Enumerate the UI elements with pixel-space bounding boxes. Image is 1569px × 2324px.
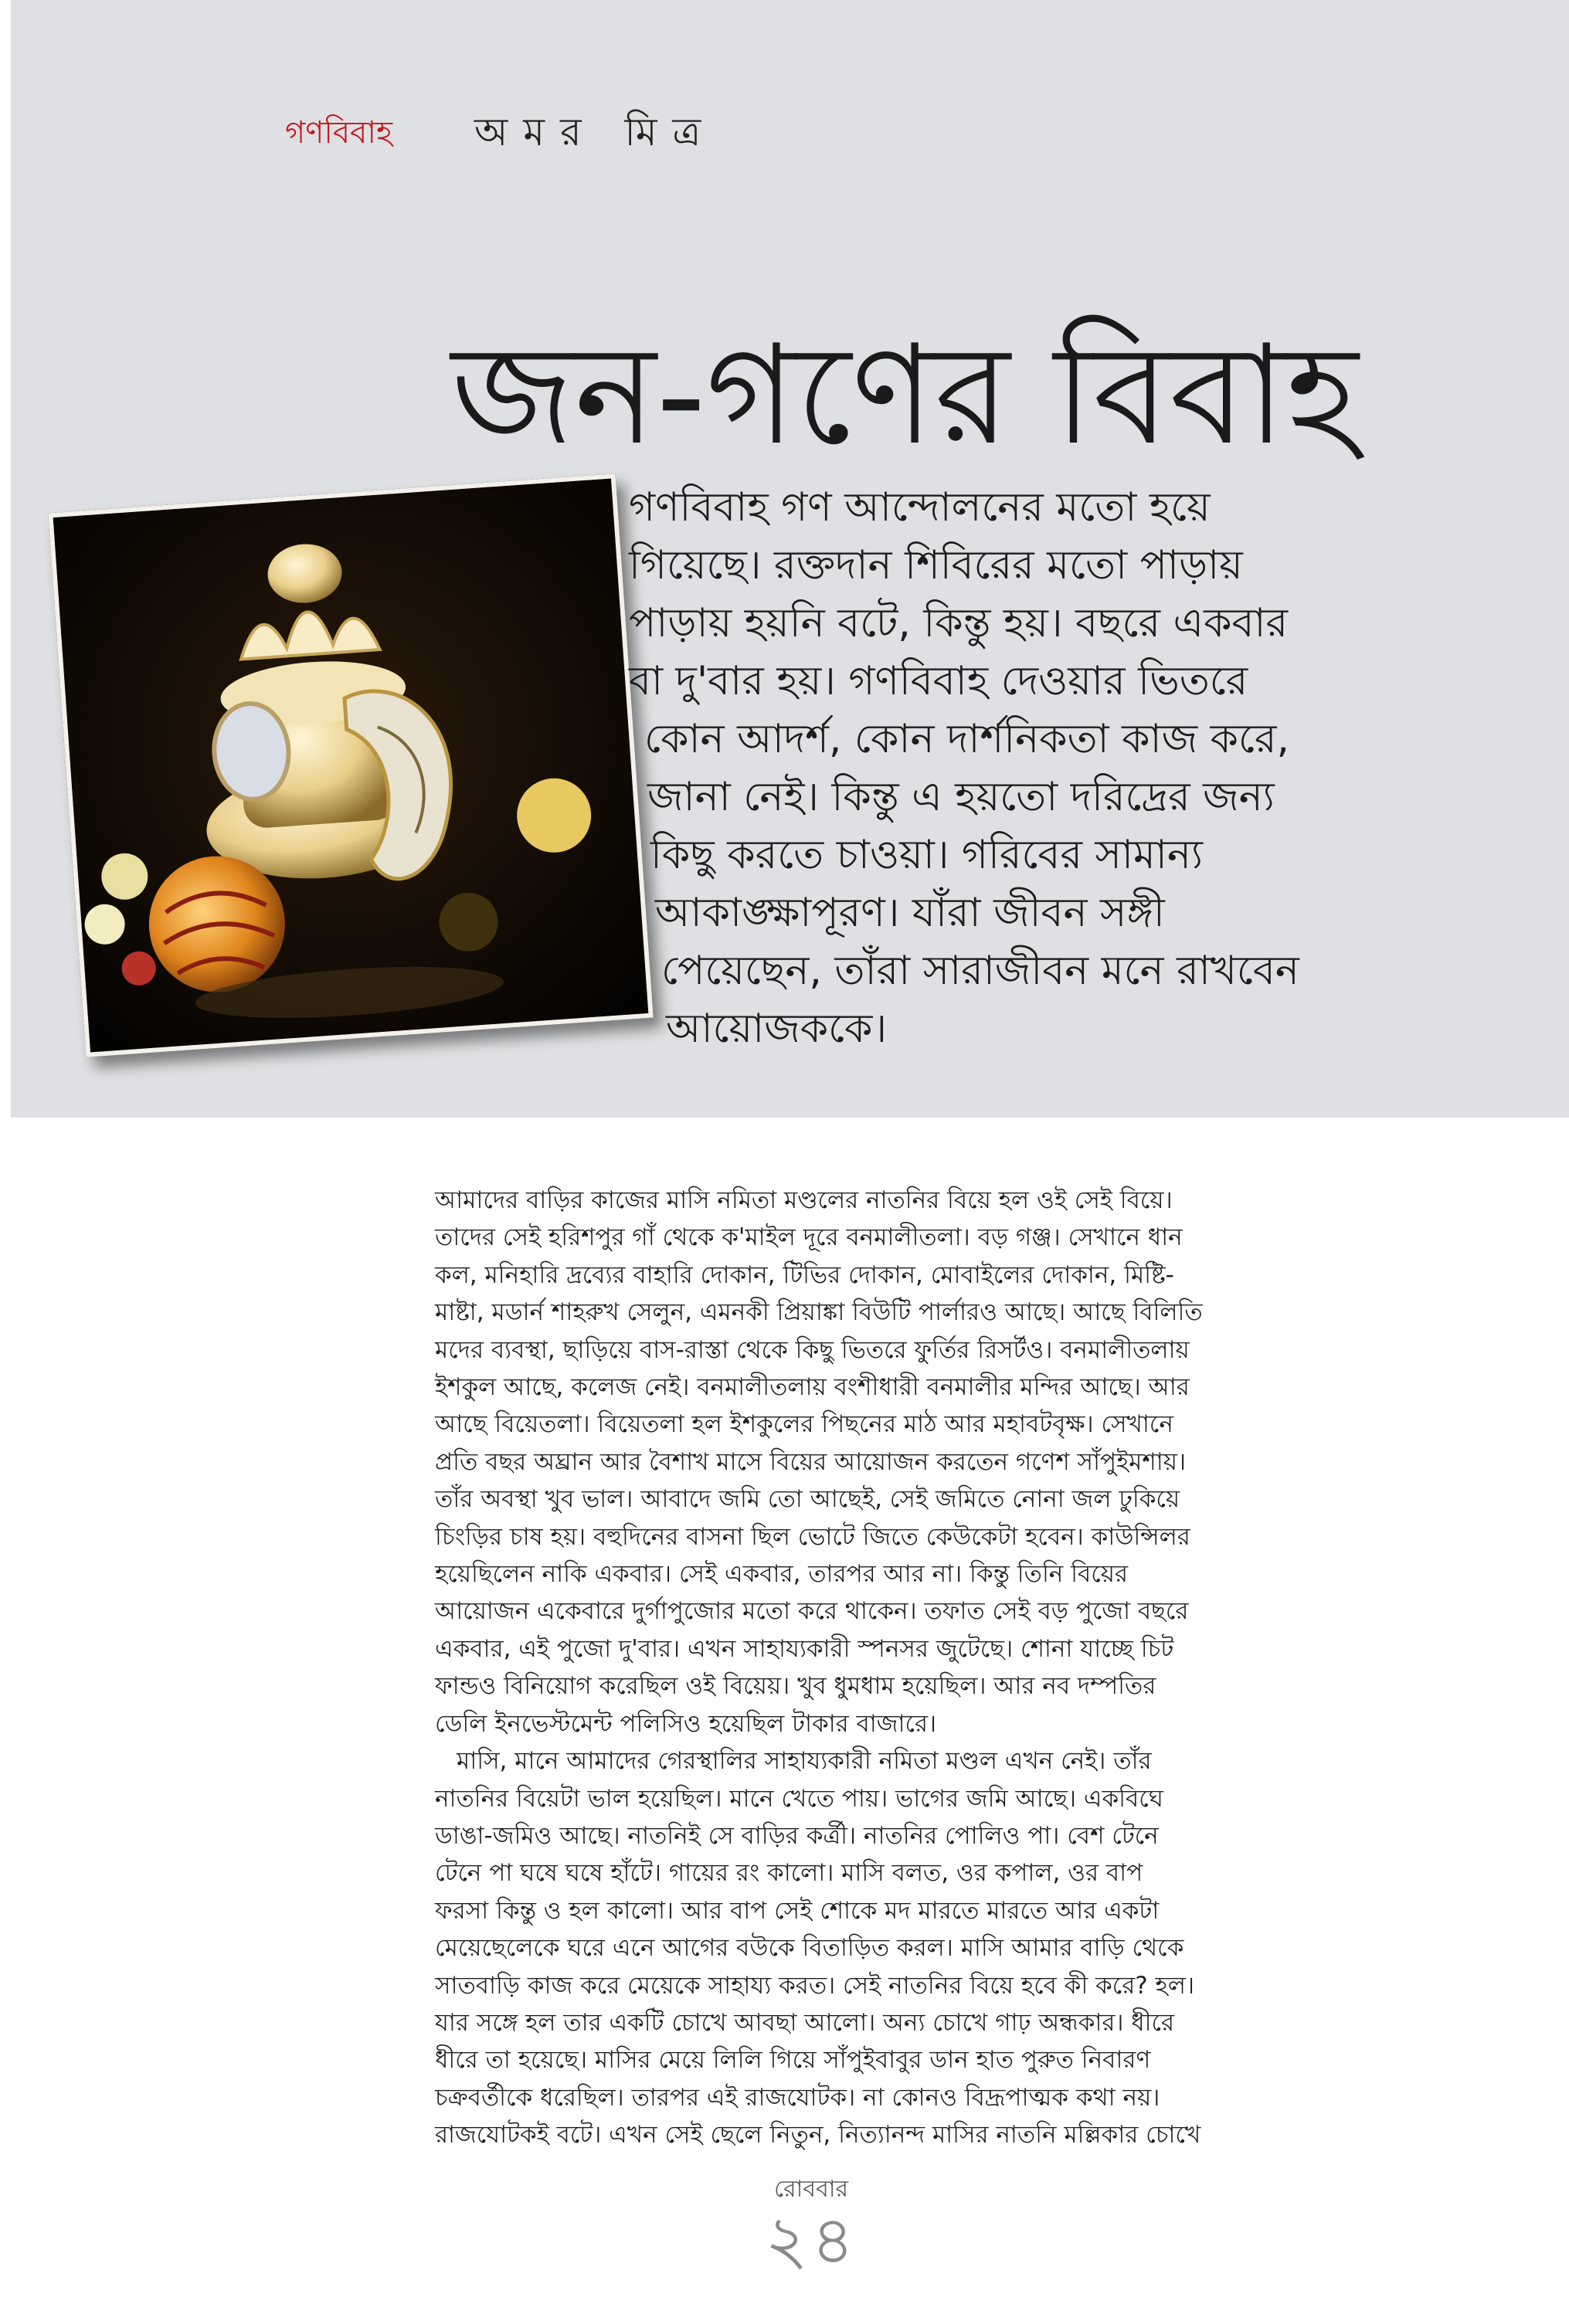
intro-line: আকাঙ্ক্ষাপূরণ। যাঁরা জীবন সঙ্গী bbox=[655, 890, 1165, 936]
body-line: ফরসা কিন্তু ও হল কালো। আর বাপ সেই শোকে মদ মারতে মারতে আর একটা bbox=[435, 1896, 1160, 1925]
intro-paragraph bbox=[629, 479, 1370, 1058]
body-line: চক্রবর্তীকে ধরেছিল। তারপর এই রাজযোটক। না কোনও বিদ্রূপাত্মক কথা নয়। bbox=[435, 2083, 1160, 2112]
body-line: ডাঙা-জমিও আছে। নাতনিই সে বাড়ির কর্ত্রী। নাতনির পোলিও পা। বেশ টেনে bbox=[435, 1821, 1159, 1850]
intro-line: কিছু করতে চাওয়া। গরিবের সামান্য bbox=[650, 832, 1204, 878]
body-line: চিংড়ির চাষ হয়। বহুদিনের বাসনা ছিল ভোটে জিতে কেউকেটা হবেন। কাউন্সিলর bbox=[435, 1522, 1190, 1551]
body-line: মেয়েছেলেকে ঘরে এনে আগের বউকে বিতাড়িত করল। মাসি আমার বাড়ি থেকে bbox=[435, 1934, 1184, 1963]
intro-line: পেয়েছেন, তাঁরা সারাজীবন মনে রাখবেন bbox=[661, 948, 1299, 994]
body-line: মাষ্টা, মডার্ন শাহরুখ সেলুন, এমনকী প্রিয়াঙ্কা বিউটি পার্লারও আছে। আছে বিলিতি bbox=[435, 1298, 1203, 1327]
headline: জন-গণের বিবাহ bbox=[451, 315, 1359, 476]
wedding-headdress-photo bbox=[48, 473, 653, 1057]
intro-line: বা দু'বার হয়। গণবিবাহ দেওয়ার ভিতরে bbox=[629, 658, 1248, 704]
footer-publication-label: রোববার bbox=[774, 2176, 848, 2203]
body-line: আছে বিয়েতলা। বিয়েতলা হল ইশকুলের পিছনের মাঠ আর মহাবটবৃক্ষ। সেখানে bbox=[435, 1410, 1173, 1439]
body-line: একবার, এই পুজো দু'বার। এখন সাহায্যকারী স্পনসর জুটেছে। শোনা যাচ্ছে চিট bbox=[435, 1634, 1174, 1663]
body-line: তাদের সেই হরিশপুর গাঁ থেকে ক'মাইল দূরে বনমালীতলা। বড় গঞ্জ। সেখানে ধান bbox=[435, 1223, 1183, 1252]
body-line: মদের ব্যবস্থা, ছাড়িয়ে বাস-রাস্তা থেকে কিছু ভিতরে ফুর্তির রিসর্টও। বনমালীতলায় bbox=[435, 1335, 1190, 1364]
intro-line: পাড়ায় হয়নি বটে, কিন্তু হয়। বছরে একবার bbox=[629, 600, 1289, 646]
header-panel bbox=[11, 0, 1569, 1118]
body-line: ধীরে তা হয়েছে। মাসির মেয়ে লিলি গিয়ে সাঁপুইবাবুর ডান হাত পুরুত নিবারণ bbox=[435, 2046, 1151, 2075]
body-line: কল, মনিহারি দ্রব্যের বাহারি দোকান, টিভির দোকান, মোবাইলের দোকান, মিষ্টি- bbox=[435, 1260, 1174, 1289]
section-tag: গণবিবাহ bbox=[285, 115, 392, 151]
intro-line: গিয়েছে। রক্তদান শিবিরের মতো পাড়ায় bbox=[629, 542, 1243, 589]
page-number: ২৪ bbox=[765, 2202, 858, 2279]
body-line: মাসি, মানে আমাদের গেরস্থালির সাহায্যকারী নমিতা মণ্ডল এখন নেই। তাঁর bbox=[457, 1747, 1152, 1776]
intro-line: গণবিবাহ গণ আন্দোলনের মতো হয়ে bbox=[629, 484, 1211, 531]
body-line: আয়োজন একেবারে দুর্গাপুজোর মতো করে থাকেন। তফাত সেই বড় পুজো বছরে bbox=[435, 1597, 1189, 1626]
body-line: ইশকুল আছে, কলেজ নেই। বনমালীতলায় বংশীধারী বনমালীর মন্দির আছে। আর bbox=[435, 1373, 1190, 1402]
intro-line: আয়োজককে। bbox=[666, 1006, 888, 1052]
photo-illustration bbox=[53, 479, 649, 1053]
body-line: যার সঙ্গে হল তার একটি চোখে আবছা আলো। অন্য চোখে গাঢ় অন্ধকার। ধীরে bbox=[435, 2008, 1175, 2037]
body-line: রাজযোটকই বটে। এখন সেই ছেলে নিতুন, নিত্যানন্দ মাসির নাতনি মল্লিকার চোখে bbox=[435, 2121, 1201, 2149]
body-line: আমাদের বাড়ির কাজের মাসি নমিতা মণ্ডলের নাতনির বিয়ে হল ওই সেই বিয়ে। bbox=[435, 1186, 1173, 1214]
body-line: নাতনির বিয়েটা ভাল হয়েছিল। মানে খেতে পায়। ভাগের জমি আছে। একবিঘে bbox=[435, 1784, 1163, 1813]
body-line: হয়েছিলেন নাকি একবার। সেই একবার, তারপর আর না। কিন্তু তিনি বিয়ের bbox=[435, 1560, 1129, 1589]
article-body bbox=[435, 1182, 1269, 2154]
body-line: সাতবাড়ি কাজ করে মেয়েকে সাহায্য করত। সেই নাতনির বিয়ে হবে কী করে? হল। bbox=[435, 1971, 1195, 2000]
body-line: টেনে পা ঘষে ঘষে হাঁটে। গায়ের রং কালো। মাসি বলত, ওর কপাল, ওর বাপ bbox=[435, 1859, 1143, 1888]
body-line: প্রতি বছর অঘ্রান আর বৈশাখ মাসে বিয়ের আয়োজন করতেন গণেশ সাঁপুইমশায়। bbox=[435, 1447, 1187, 1476]
intro-line: জানা নেই। কিন্তু এ হয়তো দরিদ্রের জন্য bbox=[647, 774, 1275, 820]
intro-line: কোন আদর্শ, কোন দার্শনিকতা কাজ করে, bbox=[644, 716, 1290, 762]
body-line: ফান্ডও বিনিয়োগ করেছিল ওই বিয়েয়। খুব ধুমধাম হয়েছিল। আর নব দম্পতির bbox=[435, 1672, 1156, 1701]
body-line: ডেলি ইনভেস্টমেন্ট পলিসিও হয়েছিল টাকার বাজারে। bbox=[435, 1709, 937, 1738]
author-name: অমর মিত্র bbox=[474, 110, 717, 154]
body-line: তাঁর অবস্থা খুব ভাল। আবাদে জমি তো আছেই, সেই জমিতে নোনা জল ঢুকিয়ে bbox=[435, 1485, 1180, 1514]
